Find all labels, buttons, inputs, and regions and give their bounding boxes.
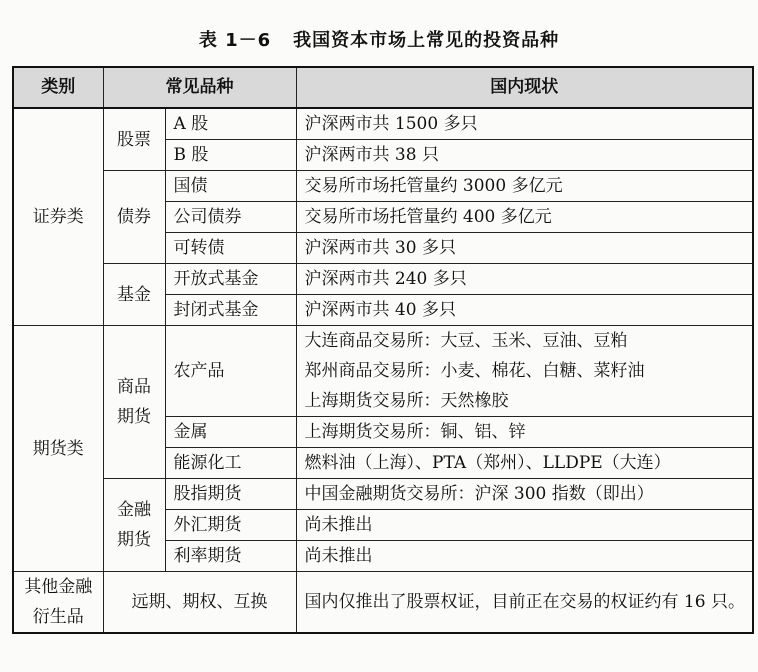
status-convertible-bond: 沪深两市共 30 多只: [296, 233, 753, 264]
group-funds: 基金: [103, 264, 165, 326]
investment-varieties-table: [12, 66, 754, 634]
variety-corporate-bond: 公司债券: [165, 202, 296, 233]
group-financial-futures: [103, 479, 165, 572]
table-row: [13, 264, 753, 295]
table-caption: [0, 26, 758, 52]
status-corporate-bond: 交易所市场托管量约 400 多亿元: [296, 202, 753, 233]
status-b-share: 沪深两市共 38 只: [296, 140, 753, 171]
header-common-varieties: 常见品种: [103, 67, 296, 108]
group-financial-line2: 期货: [117, 530, 151, 550]
category-securities: 证券类: [13, 108, 103, 326]
status-energy-chemical: 燃料油（上海）、PTA（郑州）、LLDPE（大连）: [296, 448, 753, 479]
category-other-derivatives: [13, 572, 103, 634]
group-commodity-line2: 期货: [117, 407, 151, 427]
variety-convertible-bond: 可转债: [165, 233, 296, 264]
table-row: [13, 479, 753, 510]
table-row: [13, 171, 753, 202]
variety-energy-chemical: 能源化工: [165, 448, 296, 479]
status-agricultural-line: 上海期货交易所：天然橡胶: [304, 391, 509, 411]
variety-agricultural: 农产品: [165, 326, 296, 417]
table-row: [13, 108, 753, 140]
group-commodity-line1: 商品: [117, 377, 151, 397]
status-open-end-fund: 沪深两市共 240 多只: [296, 264, 753, 295]
variety-a-share: A 股: [165, 108, 296, 140]
category-futures: 期货类: [13, 326, 103, 572]
variety-fx-futures: 外汇期货: [165, 510, 296, 541]
group-bonds: 债券: [103, 171, 165, 264]
group-commodity-futures: [103, 326, 165, 479]
status-stock-index-futures: 中国金融期货交易所：沪深 300 指数（即出）: [296, 479, 753, 510]
status-treasury: 交易所市场托管量约 3000 多亿元: [296, 171, 753, 202]
category-other-line1: 其他金融: [24, 577, 93, 597]
variety-treasury: 国债: [165, 171, 296, 202]
variety-open-end-fund: 开放式基金: [165, 264, 296, 295]
category-other-line2: 衍生品: [32, 607, 84, 627]
variety-interest-rate-futures: 利率期货: [165, 541, 296, 572]
group-financial-line1: 金融: [117, 500, 151, 520]
status-agricultural-line: 郑州商品交易所：小麦、棉花、白糖、菜籽油: [304, 361, 645, 381]
status-metals: 上海期货交易所：铜、铝、锌: [296, 417, 753, 448]
variety-stock-index-futures: 股指期货: [165, 479, 296, 510]
variety-closed-end-fund: 封闭式基金: [165, 295, 296, 326]
table-row: [13, 572, 753, 634]
group-stocks: 股票: [103, 108, 165, 171]
variety-metals: 金属: [165, 417, 296, 448]
status-other-derivatives: 国内仅推出了股票权证，目前正在交易的权证约有 16 只。: [296, 572, 753, 634]
status-interest-rate-futures: 尚未推出: [296, 541, 753, 572]
variety-other-derivatives: 远期、期权、互换: [103, 572, 296, 634]
header-row: [13, 67, 753, 108]
header-domestic-status: 国内现状: [296, 67, 753, 108]
table-row: [13, 326, 753, 417]
header-category: 类别: [13, 67, 103, 108]
status-agricultural: [296, 326, 753, 417]
table-number: 表 1－6: [198, 30, 272, 51]
table-title: 我国资本市场上常见的投资品种: [293, 30, 560, 51]
status-agricultural-line: 大连商品交易所：大豆、玉米、豆油、豆粕: [304, 331, 628, 351]
variety-b-share: B 股: [165, 140, 296, 171]
status-a-share: 沪深两市共 1500 多只: [296, 108, 753, 140]
status-closed-end-fund: 沪深两市共 40 多只: [296, 295, 753, 326]
status-fx-futures: 尚未推出: [296, 510, 753, 541]
